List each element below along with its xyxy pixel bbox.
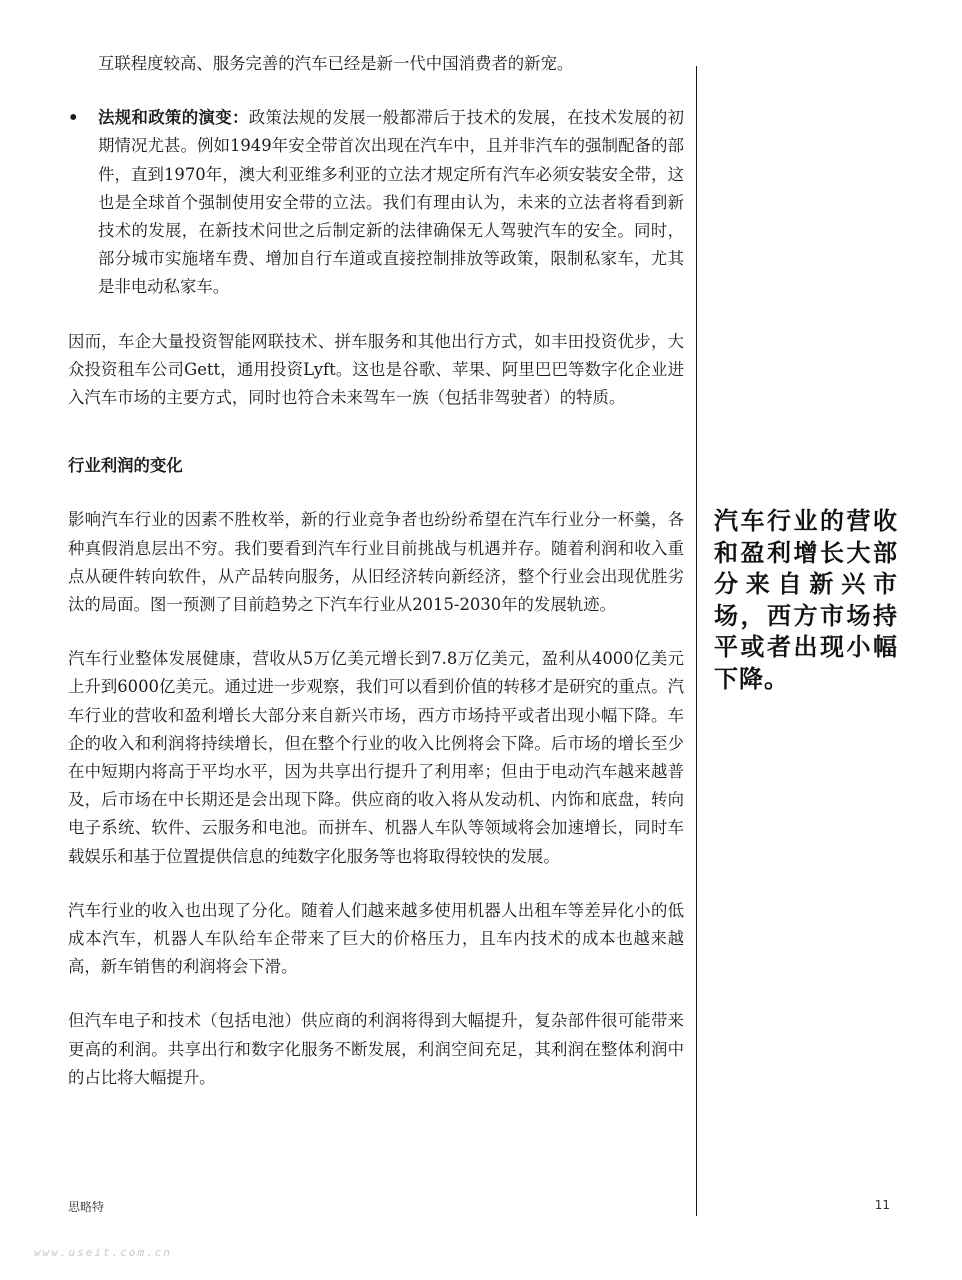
paragraph-factors: 影响汽车行业的因素不胜枚举，新的行业竞争者也纷纷希望在汽车行业分一杯羹，各种真假消息层出不穷。我们要看到汽车行业目前挑战与机遇并存。随着利润和收入重点从硬件转向软件，从产品转向服务，从旧经济转向新经济，整个行业会出现优胜劣汰的局面。图一预测了目前趋势之下汽车行业从2015-2030年的发展轨迹。 bbox=[68, 510, 684, 615]
footer-page-number: 11 bbox=[874, 1198, 890, 1212]
main-text-column bbox=[68, 50, 684, 1118]
pull-quote: 汽车行业的营收和盈利增长大部分来自新兴市场，西方市场持平或者出现小幅下降。 bbox=[714, 507, 898, 693]
section-heading: 行业利润的变化 bbox=[68, 456, 183, 476]
footer-publisher: 思略特 bbox=[68, 1200, 105, 1214]
continuation-paragraph: 互联程度较高、服务完善的汽车已经是新一代中国消费者的新宠。 bbox=[98, 54, 574, 73]
bullet-body-text: 政策法规的发展一般都滞后于技术的发展，在技术发展的初期情况尤甚。例如1949年安全带首次出现在汽车中，且并非汽车的强制配备的部件，直到1970年，澳大利亚维多利亚的立法才规定所有汽车必须安装安全带，这也是全球首个强制使用安全带的立法。我们有理由认为，未来的立法者将看到新技术的发展，在新技术问世之后制定新的法律确保无人驾驶汽车的安全。同时，部分城市实施堵车费、增加自行车道或直接控制排放等政策，限制私家车，尤其是非电动私家车。 bbox=[98, 108, 685, 297]
bullet-marker: • bbox=[68, 108, 79, 128]
bullet-lead-text: 法规和政策的演变： bbox=[98, 108, 249, 128]
bullet-item-regulation bbox=[68, 104, 684, 301]
site-watermark: www.useit.com.cn bbox=[34, 1246, 172, 1259]
column-divider bbox=[696, 66, 697, 1216]
paragraph-supplier-profit: 但汽车电子和技术（包括电池）供应商的利润将得到大幅提升，复杂部件很可能带来更高的利润。共享出行和数字化服务不断发展，利润空间充足，其利润在整体利润中的占比将大幅提升。 bbox=[68, 1011, 684, 1087]
paragraph-growth: 汽车行业整体发展健康，营收从5万亿美元增长到7.8万亿美元，盈利从4000亿美元上升到6000亿美元。通过进一步观察，我们可以看到价值的转移才是研究的重点。汽车行业的营收和盈利增长大部分来自新兴市场，西方市场持平或者出现小幅下降。车企的收入和利润将持续增长，但在整个行业的收入比例将会下降。后市场的增长至少在中短期内将高于平均水平，因为共享出行提升了利用率；但由于电动汽车越来越普及，后市场在中长期还是会出现下降。供应商的收入将从发动机、内饰和底盘，转向电子系统、软件、云服务和电池。而拼车、机器人车队等领域将会加速增长，同时车载娱乐和基于位置提供信息的纯数字化服务等也将取得较快的发展。 bbox=[68, 649, 684, 866]
paragraph-investment: 因而，车企大量投资智能网联技术、拼车服务和其他出行方式，如丰田投资优步，大众投资租车公司Gett，通用投资Lyft。这也是谷歌、苹果、阿里巴巴等数字化企业进入汽车市场的主要方式，同时也符合未来驾车一族（包括非驾驶者）的特质。 bbox=[68, 331, 684, 408]
paragraph-revenue-split: 汽车行业的收入也出现了分化。随着人们越来越多使用机器人出租车等差异化小的低成本汽车，机器人车队给车企带来了巨大的价格压力，且车内技术的成本也越来越高，新车销售的利润将会下滑。 bbox=[68, 900, 684, 977]
